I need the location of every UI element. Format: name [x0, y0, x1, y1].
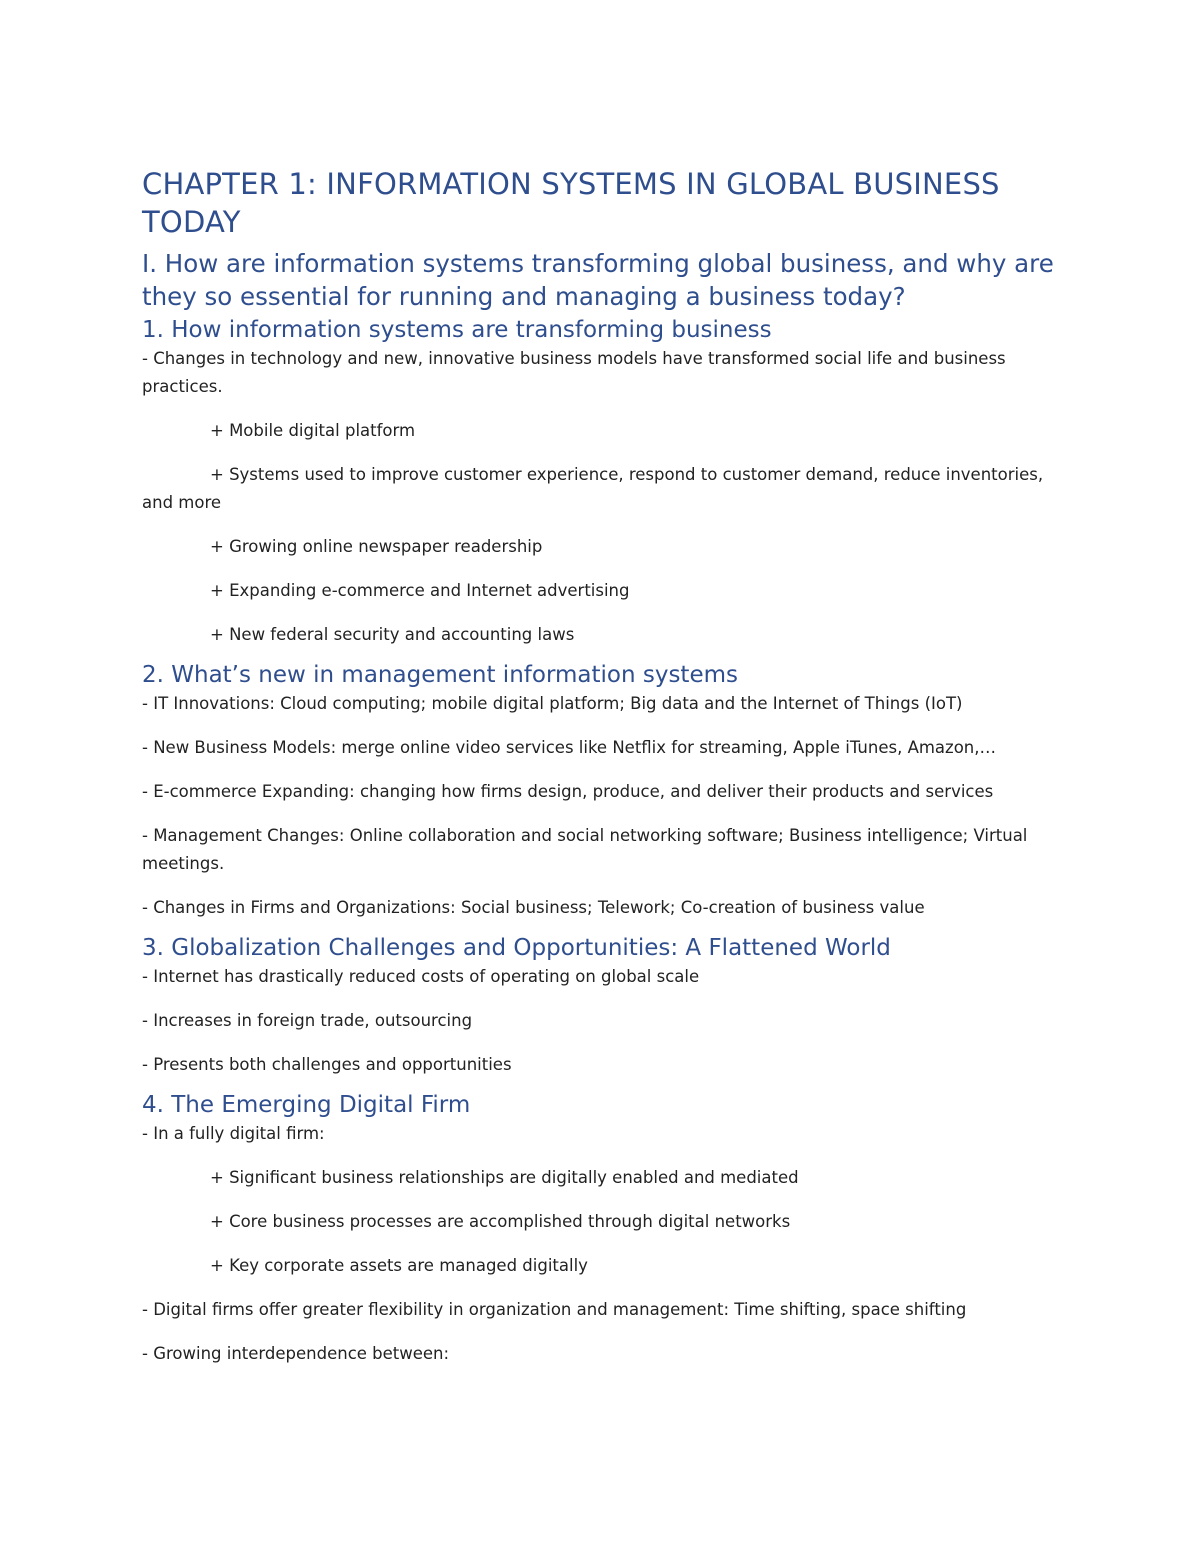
- body-paragraph: - IT Innovations: Cloud computing; mobile digital platform; Big data and the Internet of Things (IoT): [142, 694, 963, 713]
- body-paragraph: - Growing interdependence between:: [142, 1344, 450, 1363]
- body-paragraph: - In a fully digital firm:: [142, 1124, 325, 1143]
- body-paragraph: - Changes in technology and new, innovative business models have transformed social life and business practices.: [142, 349, 1006, 396]
- body-paragraph: - Changes in Firms and Organizations: Social business; Telework; Co-creation of business value: [142, 898, 925, 917]
- bullet-item: + New federal security and accounting laws: [210, 625, 575, 644]
- body-paragraph: - Digital firms offer greater flexibility in organization and management: Time shifting, space shifting: [142, 1300, 967, 1319]
- body-paragraph: - New Business Models: merge online video services like Netflix for streaming, Apple iTunes, Amazon,…: [142, 738, 996, 757]
- bullet-item: + Mobile digital platform: [210, 421, 416, 440]
- bullet-item: + Core business processes are accomplished through digital networks: [210, 1212, 791, 1231]
- bullet-item: + Systems used to improve customer experience, respond to customer demand, reduce inventories, and more: [142, 465, 1044, 512]
- body-paragraph: - E-commerce Expanding: changing how firms design, produce, and deliver their products and services: [142, 782, 994, 801]
- section-heading: 3. Globalization Challenges and Opportunities: A Flattened World: [142, 935, 891, 961]
- document-body: [142, 165, 1062, 1368]
- bullet-item: + Growing online newspaper readership: [210, 537, 543, 556]
- body-paragraph: - Internet has drastically reduced costs of operating on global scale: [142, 967, 700, 986]
- question-heading: I. How are information systems transforming global business, and why are they so essential for running and managing a business today?: [142, 249, 1054, 311]
- section-heading: 2. What’s new in management information systems: [142, 662, 738, 688]
- bullet-item: + Significant business relationships are digitally enabled and mediated: [210, 1168, 799, 1187]
- chapter-title: CHAPTER 1: INFORMATION SYSTEMS IN GLOBAL BUSINESS TODAY: [142, 167, 1000, 239]
- section-heading: 4. The Emerging Digital Firm: [142, 1092, 471, 1118]
- bullet-item: + Expanding e-commerce and Internet advertising: [210, 581, 630, 600]
- bullet-item: + Key corporate assets are managed digitally: [210, 1256, 588, 1275]
- section-heading: 1. How information systems are transforming business: [142, 317, 772, 343]
- body-paragraph: - Presents both challenges and opportunities: [142, 1055, 512, 1074]
- body-paragraph: - Increases in foreign trade, outsourcing: [142, 1011, 473, 1030]
- body-paragraph: - Management Changes: Online collaboration and social networking software; Business intelligence; Virtual meetings.: [142, 826, 1028, 873]
